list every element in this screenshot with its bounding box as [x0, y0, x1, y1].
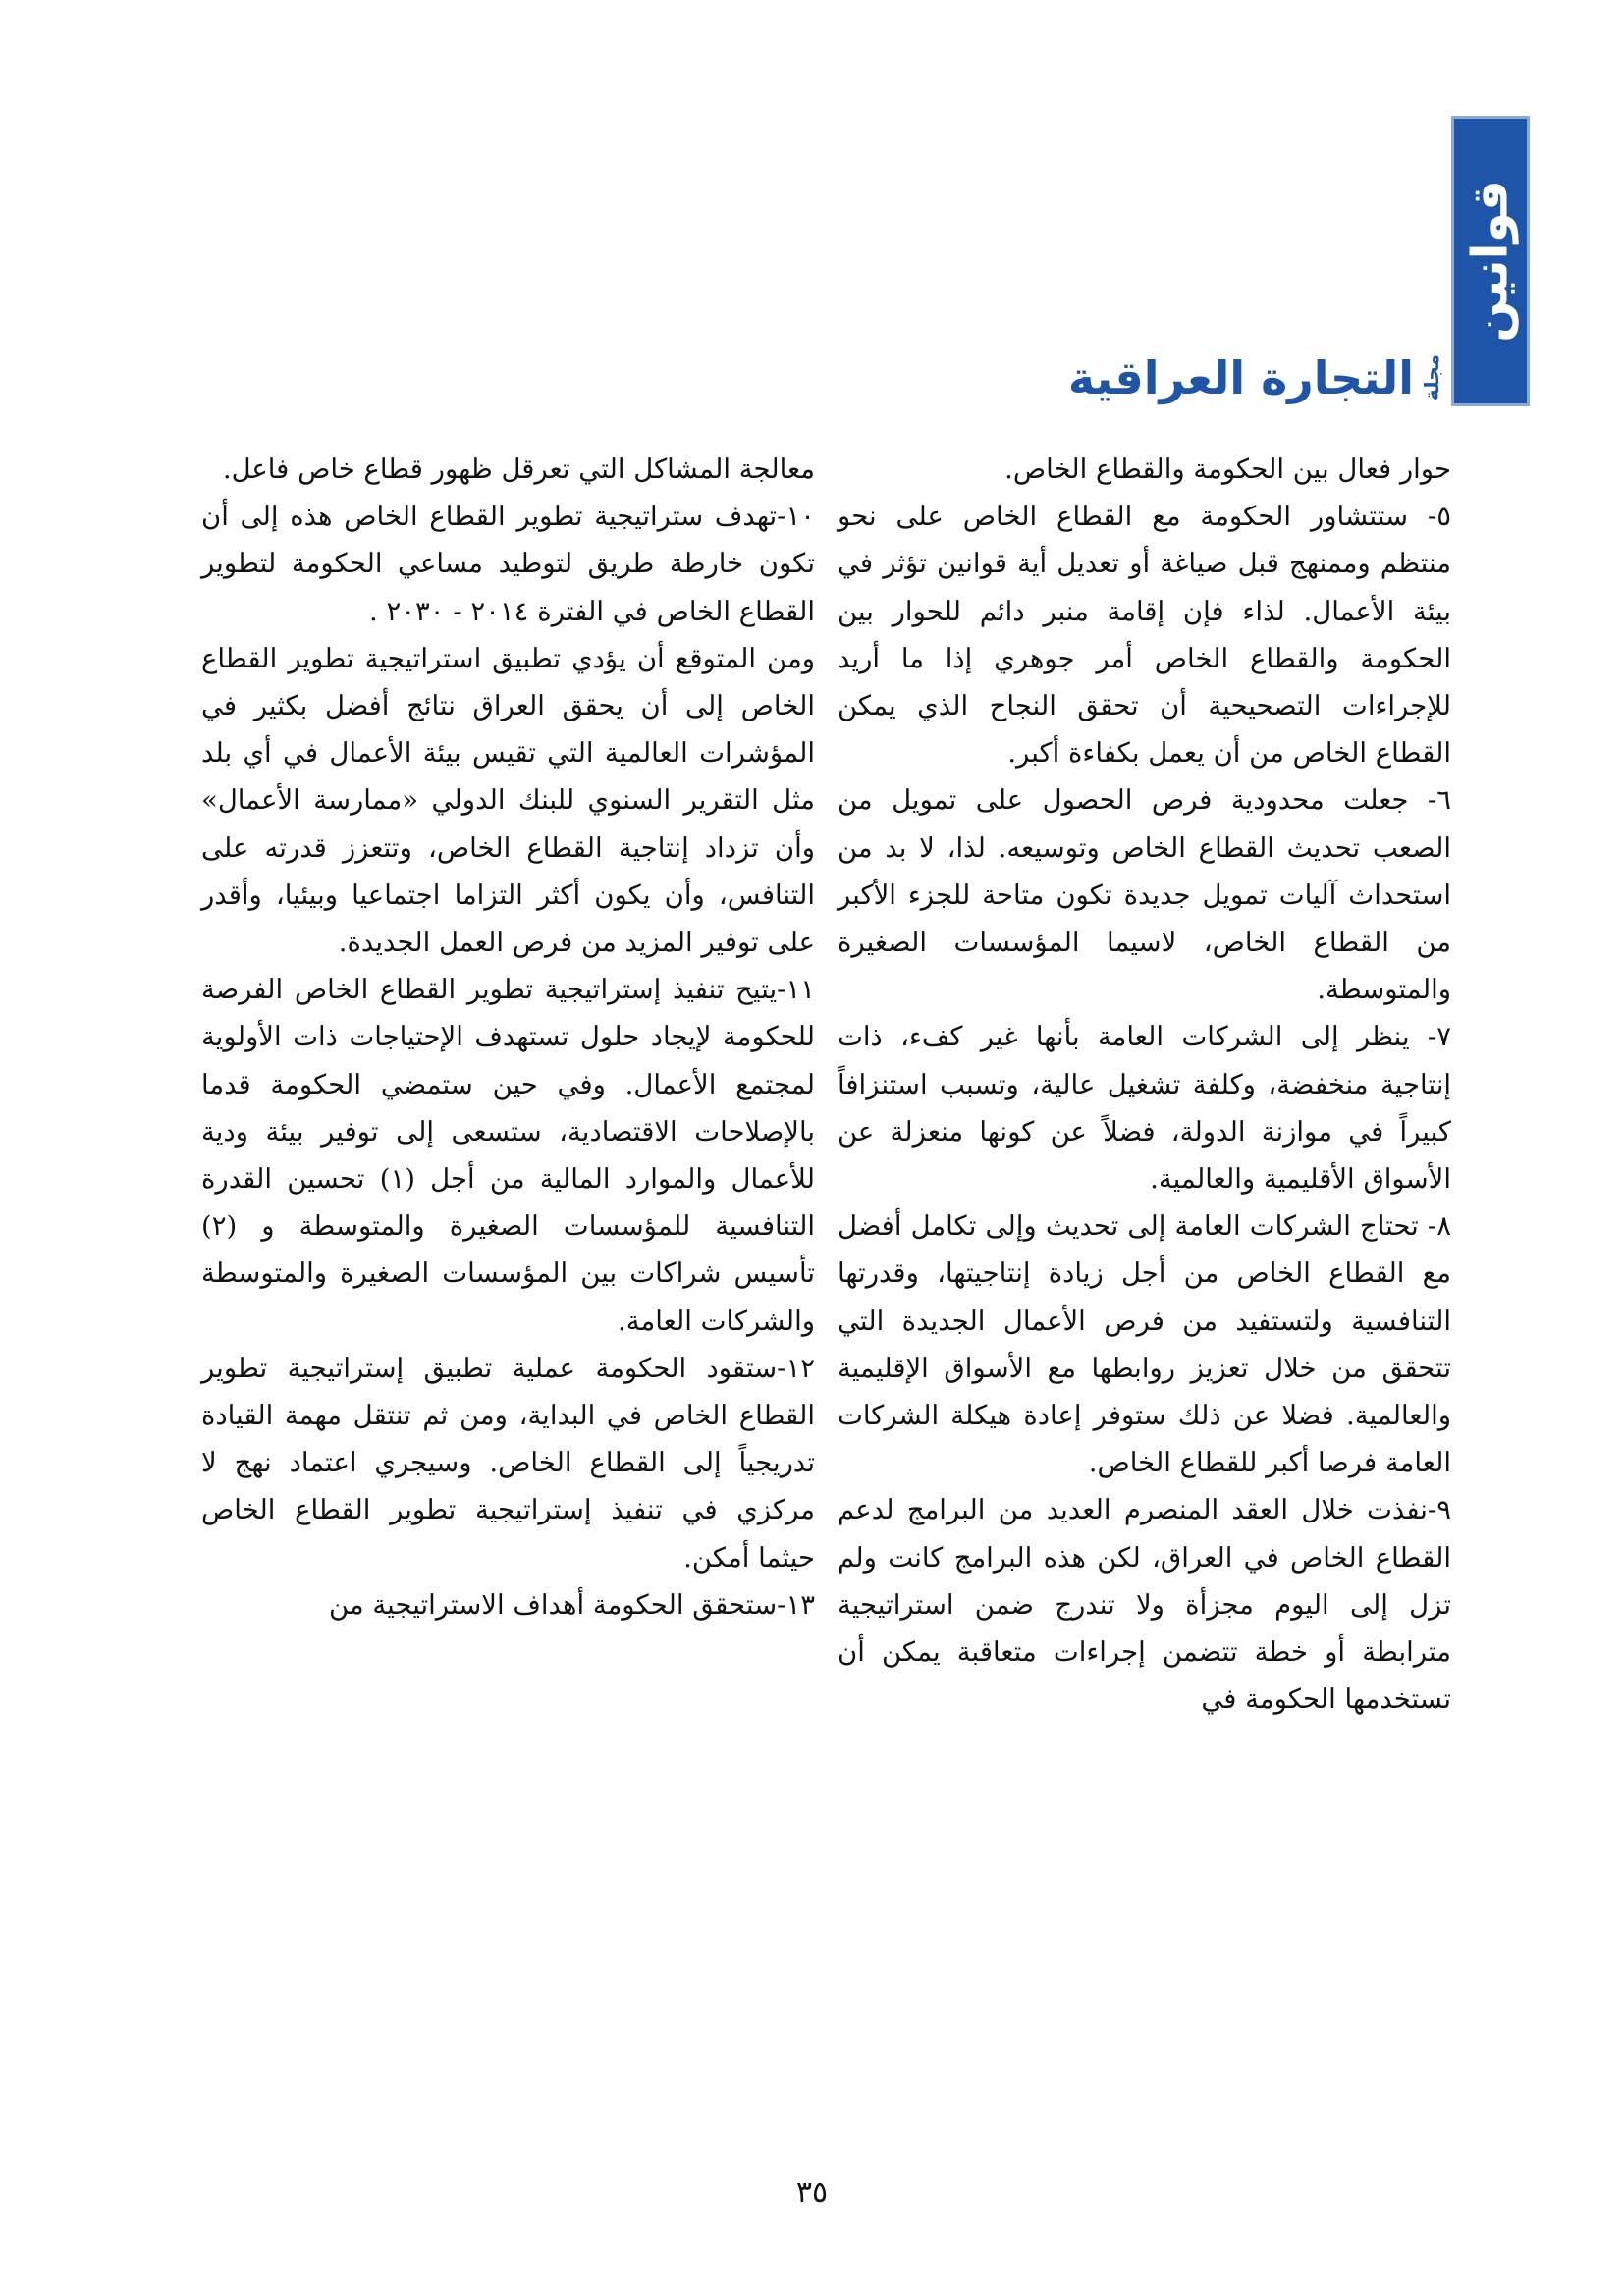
section-tab: [1451, 116, 1530, 406]
page-number: ٣٥: [795, 2175, 829, 2210]
text-column-left: [201, 446, 815, 1629]
section-label: قوانين: [1462, 180, 1519, 343]
paragraph: ٧- ينظر إلى الشركات العامة بأنها غير كفء، ذات إنتاجية منخفضة، وكلفة تشغيل عالية، وتسبب استنزافاً كبيراً في موازنة الدولة، فضلاً عن كونها منعزلة عن الأسواق الأقليمية والعالمية.: [838, 1021, 1451, 1196]
paragraph: ٥- ستتشاور الحكومة مع القطاع الخاص على نحو منتظم وممنهج قبل صياغة أو تعديل أية قوانين تؤثر في بيئة الأعمال. لذاء فإن إقامة منبر دائم للحوار بين الحكومة والقطاع الخاص أمر جوهري إذا ما أريد للإجراءات التصحيحية أن تحقق النجاح الذي يمكن القطاع الخاص من أن يعمل بكفاءة أكبر.: [838, 501, 1451, 770]
paragraph: ١٠-تهدف ستراتيجية تطوير القطاع الخاص هذه إلى أن تكون خارطة طريق لتوطيد مساعي الحكومة لتطوير القطاع الخاص في الفترة ٢٠١٤ - ٢٠٣٠ .: [201, 501, 815, 627]
paragraph: ٩-نفذت خلال العقد المنصرم العديد من البرامج لدعم القطاع الخاص في العراق، لكن هذه البرامج كانت ولم تزل إلى اليوم مجزأة ولا تندرج ضمن استراتيجية مترابطة أو خطة تتضمن إجراءات متعاقبة يمكن أن تستخدمها الحكومة في: [838, 1494, 1451, 1716]
paragraph: ٨- تحتاج الشركات العامة إلى تحديث وإلى تكامل أفضل مع القطاع الخاص من أجل زيادة إنتاجيتها، وقدرتها التنافسية ولتستفيد من فرص الأعمال الجديدة التي تتحقق من خلال تعزيز روابطها مع الأسواق الإقليمية والعالمية. فضلا عن ذلك ستوفر إعادة هيكلة الشركات العامة فرصا أكبر للقطاع الخاص.: [838, 1210, 1451, 1479]
brand-name: التجارة العراقية: [1067, 351, 1414, 404]
magazine-logo: [1067, 344, 1443, 412]
paragraph: ٦- جعلت محدودية فرص الحصول على تمويل من الصعب تحديث القطاع الخاص وتوسيعه. لذا، لا بد من استحداث آليات تمويل جديدة تكون متاحة للجزء الأكبر من القطاع الخاص، لاسيما المؤسسات الصغيرة والمتوسطة.: [838, 784, 1451, 1006]
paragraph: معالجة المشاكل التي تعرقل ظهور قطاع خاص فاعل.: [222, 454, 815, 485]
paragraph: ومن المتوقع أن يؤدي تطبيق استراتيجية تطوير القطاع الخاص إلى أن يحقق العراق نتائج أفضل بكثير في المؤشرات العالمية التي تقيس بيئة الأعمال في أي بلد مثل التقرير السنوي للبنك الدولي «ممارسة الأعمال» وأن تزداد إنتاجية القطاع الخاص، وتتعزز قدرته على التنافس، وأن يكون أكثر التزاما اجتماعيا وبيئيا، وأقدر على توفير المزيد من فرص العمل الجديدة.: [201, 642, 815, 959]
text-column-right: [838, 446, 1451, 1723]
paragraph: ١١-يتيح تنفيذ إستراتيجية تطوير القطاع الخاص الفرصة للحكومة لإيجاد حلول تستهدف الإحتياجات ذات الأولوية لمجتمع الأعمال. وفي حين ستمضي الحكومة قدما بالإصلاحات الاقتصادية، ستسعى إلى توفير بيئة ودية للأعمال والموارد المالية من أجل (١) تحسين القدرة التنافسية للمؤسسات الصغيرة والمتوسطة و (٢) تأسيس شراكات بين المؤسسات الصغيرة والمتوسطة والشركات العامة.: [201, 974, 816, 1337]
paragraph: ١٢-ستقود الحكومة عملية تطبيق إستراتيجية تطوير القطاع الخاص في البداية، ومن ثم تنتقل مهمة القيادة تدريجياً إلى القطاع الخاص. وسيجري اعتماد نهج لا مركزي في تنفيذ إستراتيجية تطوير القطاع الخاص حيثما أمكن.: [201, 1352, 815, 1574]
paragraph: حوار فعال بين الحكومة والقطاع الخاص.: [1004, 454, 1451, 485]
brand-prefix: مجلة: [1420, 354, 1443, 401]
paragraph: ١٣-ستحقق الحكومة أهداف الاستراتيجية من: [329, 1588, 815, 1621]
